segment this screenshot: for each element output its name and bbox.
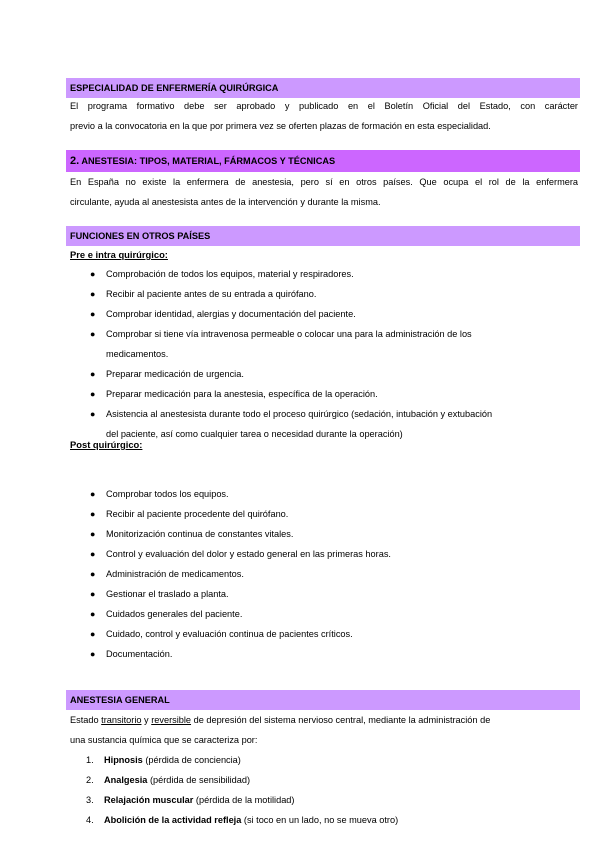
bullet-icon: ● bbox=[90, 609, 96, 619]
list-item: ● Administración de medicamentos. bbox=[70, 564, 510, 584]
section-heading-anestesia bbox=[66, 150, 580, 172]
numbered-item: 4. Abolición de la actividad refleja (si toco en un lado, no se mueva otro) bbox=[86, 815, 399, 825]
numbered-item: 3. Relajación muscular (pérdida de la motilidad) bbox=[86, 795, 295, 805]
list-item-continuation: medicamentos. bbox=[106, 349, 169, 359]
paragraph-line: En España no existe la enfermera de anestesia, pero sí en otros países. Que ocupa el rol de la enfermera bbox=[70, 177, 578, 187]
section-title: ANESTESIA: TIPOS, MATERIAL, FÁRMACOS Y TÉCNICAS bbox=[81, 156, 336, 166]
list-item: ● Asistencia al anestesista durante todo el proceso quirúrgico (sedación, intubación y extubación bbox=[70, 404, 510, 424]
list-item: ● Control y evaluación del dolor y estado general en las primeras horas. bbox=[70, 544, 510, 564]
bullet-icon: ● bbox=[90, 589, 96, 599]
list-item: ● Preparar medicación para la anestesia, específica de la operación. bbox=[70, 384, 510, 404]
list-item: ● Preparar medicación de urgencia. bbox=[70, 364, 510, 384]
list-item: ● Comprobar identidad, alergias y documentación del paciente. bbox=[70, 304, 510, 324]
especialidad-paragraph bbox=[70, 96, 578, 136]
section-heading-anestesia-general: ANESTESIA GENERAL bbox=[66, 690, 580, 710]
bullet-icon: ● bbox=[90, 569, 96, 579]
paragraph-line: una sustancia química que se caracteriza por: bbox=[70, 735, 258, 745]
section-heading-especialidad: ESPECIALIDAD DE ENFERMERÍA QUIRÚRGICA bbox=[66, 78, 580, 98]
list-item: ● Recibir al paciente procedente del quirófano. bbox=[70, 504, 510, 524]
list-item: ● Monitorización continua de constantes vitales. bbox=[70, 524, 510, 544]
anestesia-paragraph bbox=[70, 172, 578, 212]
bullet-icon: ● bbox=[90, 649, 96, 659]
post-list bbox=[70, 484, 510, 664]
term-reversible: reversible bbox=[151, 715, 192, 725]
bullet-icon: ● bbox=[90, 509, 96, 519]
bullet-icon: ● bbox=[90, 549, 96, 559]
bullet-icon: ● bbox=[90, 489, 96, 499]
section-heading-funciones: FUNCIONES EN OTROS PAÍSES bbox=[66, 226, 580, 246]
bullet-icon: ● bbox=[90, 369, 96, 379]
anestesia-general-list bbox=[70, 750, 530, 830]
bullet-icon: ● bbox=[90, 309, 96, 319]
anestesia-general-paragraph bbox=[70, 710, 578, 750]
numbered-item: 1. Hipnosis (pérdida de conciencia) bbox=[86, 755, 241, 765]
list-item: ● Comprobación de todos los equipos, material y respiradores. bbox=[70, 264, 510, 284]
term-transitorio: transitorio bbox=[101, 715, 142, 725]
paragraph-line: Estado transitorio y reversible de depresión del sistema nervioso central, mediante la administración de bbox=[70, 715, 491, 725]
bullet-icon: ● bbox=[90, 269, 96, 279]
subheading-post: Post quirúrgico: bbox=[70, 439, 143, 450]
numbered-item: 2. Analgesia (pérdida de sensibilidad) bbox=[86, 775, 251, 785]
paragraph-line: previo a la convocatoria en la que por primera vez se oferten plazas de formación en esta especialidad. bbox=[70, 121, 491, 131]
bullet-icon: ● bbox=[90, 629, 96, 639]
paragraph-line: circulante, ayuda al anestesista antes de la intervención y durante la misma. bbox=[70, 197, 381, 207]
list-item: ● Gestionar el traslado a planta. bbox=[70, 584, 510, 604]
bullet-icon: ● bbox=[90, 289, 96, 299]
list-item: ● Comprobar si tiene vía intravenosa permeable o colocar una para la administración de los bbox=[70, 324, 510, 344]
section-number: 2. bbox=[70, 155, 80, 167]
bullet-icon: ● bbox=[90, 389, 96, 399]
list-item: ● Recibir al paciente antes de su entrada a quirófano. bbox=[70, 284, 510, 304]
list-item: ● Cuidados generales del paciente. bbox=[70, 604, 510, 624]
paragraph-line: El programa formativo debe ser aprobado y publicado en el Boletín Oficial del Estado, con carácter bbox=[70, 101, 578, 111]
list-item-continuation: del paciente, así como cualquier tarea o necesidad durante la operación) bbox=[106, 429, 403, 439]
list-item: ● Documentación. bbox=[70, 644, 510, 664]
pre-intra-list bbox=[70, 264, 510, 444]
bullet-icon: ● bbox=[90, 329, 96, 339]
subheading-pre-intra: Pre e intra quirúrgico: bbox=[70, 249, 168, 260]
list-item: ● Comprobar todos los equipos. bbox=[70, 484, 510, 504]
bullet-icon: ● bbox=[90, 529, 96, 539]
bullet-icon: ● bbox=[90, 409, 96, 419]
list-item: ● Cuidado, control y evaluación continua de pacientes críticos. bbox=[70, 624, 510, 644]
